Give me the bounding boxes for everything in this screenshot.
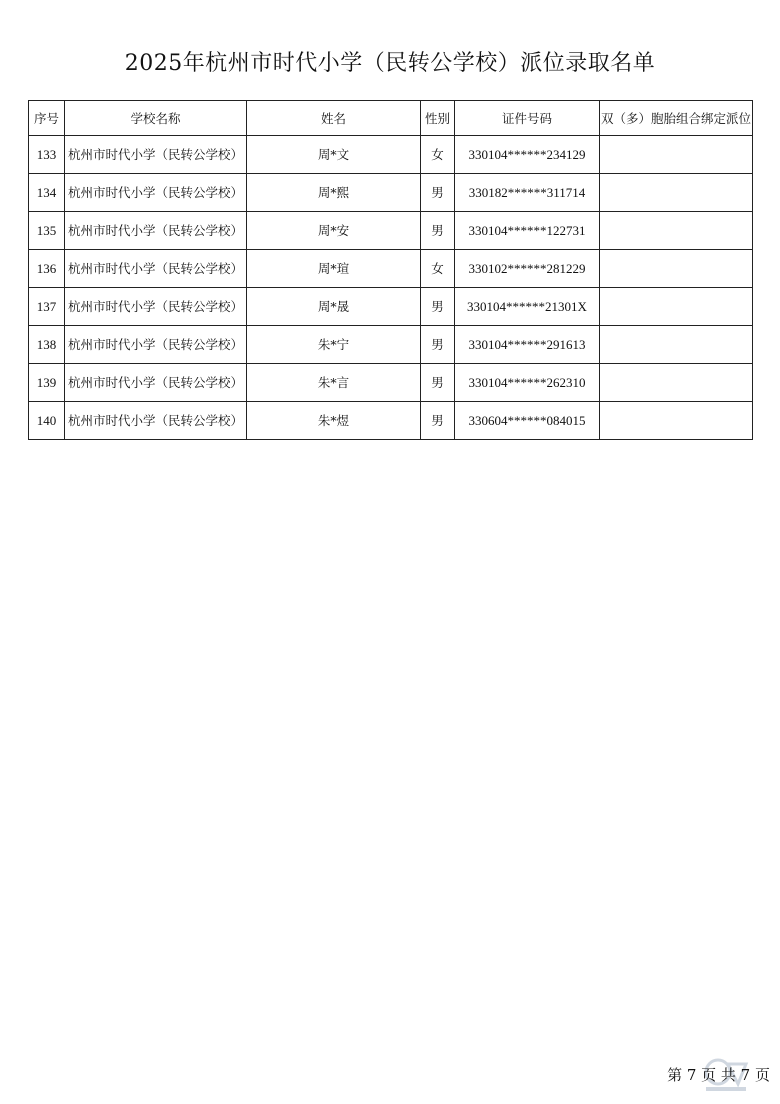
seq-cell: 137 bbox=[29, 288, 65, 326]
gender-cell: 男 bbox=[421, 364, 455, 402]
id-cell: 330104******21301X bbox=[455, 288, 600, 326]
school-cell: 杭州市时代小学（民转公学校） bbox=[65, 402, 247, 440]
seq-cell: 139 bbox=[29, 364, 65, 402]
table-header bbox=[29, 101, 753, 136]
seq-cell: 135 bbox=[29, 212, 65, 250]
id-cell: 330104******291613 bbox=[455, 326, 600, 364]
gender-cell: 男 bbox=[421, 212, 455, 250]
name-cell: 周*晟 bbox=[247, 288, 421, 326]
gender-cell: 男 bbox=[421, 174, 455, 212]
twin-cell bbox=[600, 212, 753, 250]
twin-cell bbox=[600, 288, 753, 326]
school-cell: 杭州市时代小学（民转公学校） bbox=[65, 326, 247, 364]
twin-cell bbox=[600, 364, 753, 402]
name-cell: 周*熙 bbox=[247, 174, 421, 212]
name-cell: 朱*煜 bbox=[247, 402, 421, 440]
school-cell: 杭州市时代小学（民转公学校） bbox=[65, 136, 247, 174]
school-cell: 杭州市时代小学（民转公学校） bbox=[65, 212, 247, 250]
column-header-twin: 双（多）胞胎组合绑定派位 bbox=[600, 101, 753, 136]
id-cell: 330104******234129 bbox=[455, 136, 600, 174]
column-header-gender: 性别 bbox=[421, 101, 455, 136]
header-row bbox=[29, 101, 753, 136]
school-cell: 杭州市时代小学（民转公学校） bbox=[65, 364, 247, 402]
name-cell: 周*瑄 bbox=[247, 250, 421, 288]
page-number-footer: 第 7 页 共 7 页 bbox=[667, 1066, 770, 1084]
column-header-seq: 序号 bbox=[29, 101, 65, 136]
school-cell: 杭州市时代小学（民转公学校） bbox=[65, 250, 247, 288]
column-header-id: 证件号码 bbox=[455, 101, 600, 136]
gender-cell: 女 bbox=[421, 250, 455, 288]
column-header-school: 学校名称 bbox=[65, 101, 247, 136]
page-title: 2025年杭州市时代小学（民转公学校）派位录取名单 bbox=[124, 51, 656, 76]
twin-cell bbox=[600, 174, 753, 212]
id-cell: 330104******262310 bbox=[455, 364, 600, 402]
gender-cell: 女 bbox=[421, 136, 455, 174]
twin-cell bbox=[600, 136, 753, 174]
id-cell: 330182******311714 bbox=[455, 174, 600, 212]
name-cell: 朱*言 bbox=[247, 364, 421, 402]
seq-cell: 136 bbox=[29, 250, 65, 288]
school-cell: 杭州市时代小学（民转公学校） bbox=[65, 288, 247, 326]
id-cell: 330104******122731 bbox=[455, 212, 600, 250]
column-header-name: 姓名 bbox=[247, 101, 421, 136]
admission-table bbox=[28, 100, 753, 440]
table-row bbox=[29, 402, 753, 440]
seq-cell: 138 bbox=[29, 326, 65, 364]
table-row bbox=[29, 364, 753, 402]
gender-cell: 男 bbox=[421, 288, 455, 326]
name-cell: 周*文 bbox=[247, 136, 421, 174]
twin-cell bbox=[600, 402, 753, 440]
table-row bbox=[29, 288, 753, 326]
gender-cell: 男 bbox=[421, 402, 455, 440]
table-row bbox=[29, 212, 753, 250]
id-cell: 330102******281229 bbox=[455, 250, 600, 288]
school-cell: 杭州市时代小学（民转公学校） bbox=[65, 174, 247, 212]
id-cell: 330604******084015 bbox=[455, 402, 600, 440]
table-row bbox=[29, 136, 753, 174]
gender-cell: 男 bbox=[421, 326, 455, 364]
seq-cell: 140 bbox=[29, 402, 65, 440]
seq-cell: 133 bbox=[29, 136, 65, 174]
twin-cell bbox=[600, 250, 753, 288]
name-cell: 周*安 bbox=[247, 212, 421, 250]
table-row bbox=[29, 326, 753, 364]
table-row bbox=[29, 174, 753, 212]
table-body bbox=[29, 136, 753, 440]
seq-cell: 134 bbox=[29, 174, 65, 212]
twin-cell bbox=[600, 326, 753, 364]
name-cell: 朱*宁 bbox=[247, 326, 421, 364]
table-row bbox=[29, 250, 753, 288]
